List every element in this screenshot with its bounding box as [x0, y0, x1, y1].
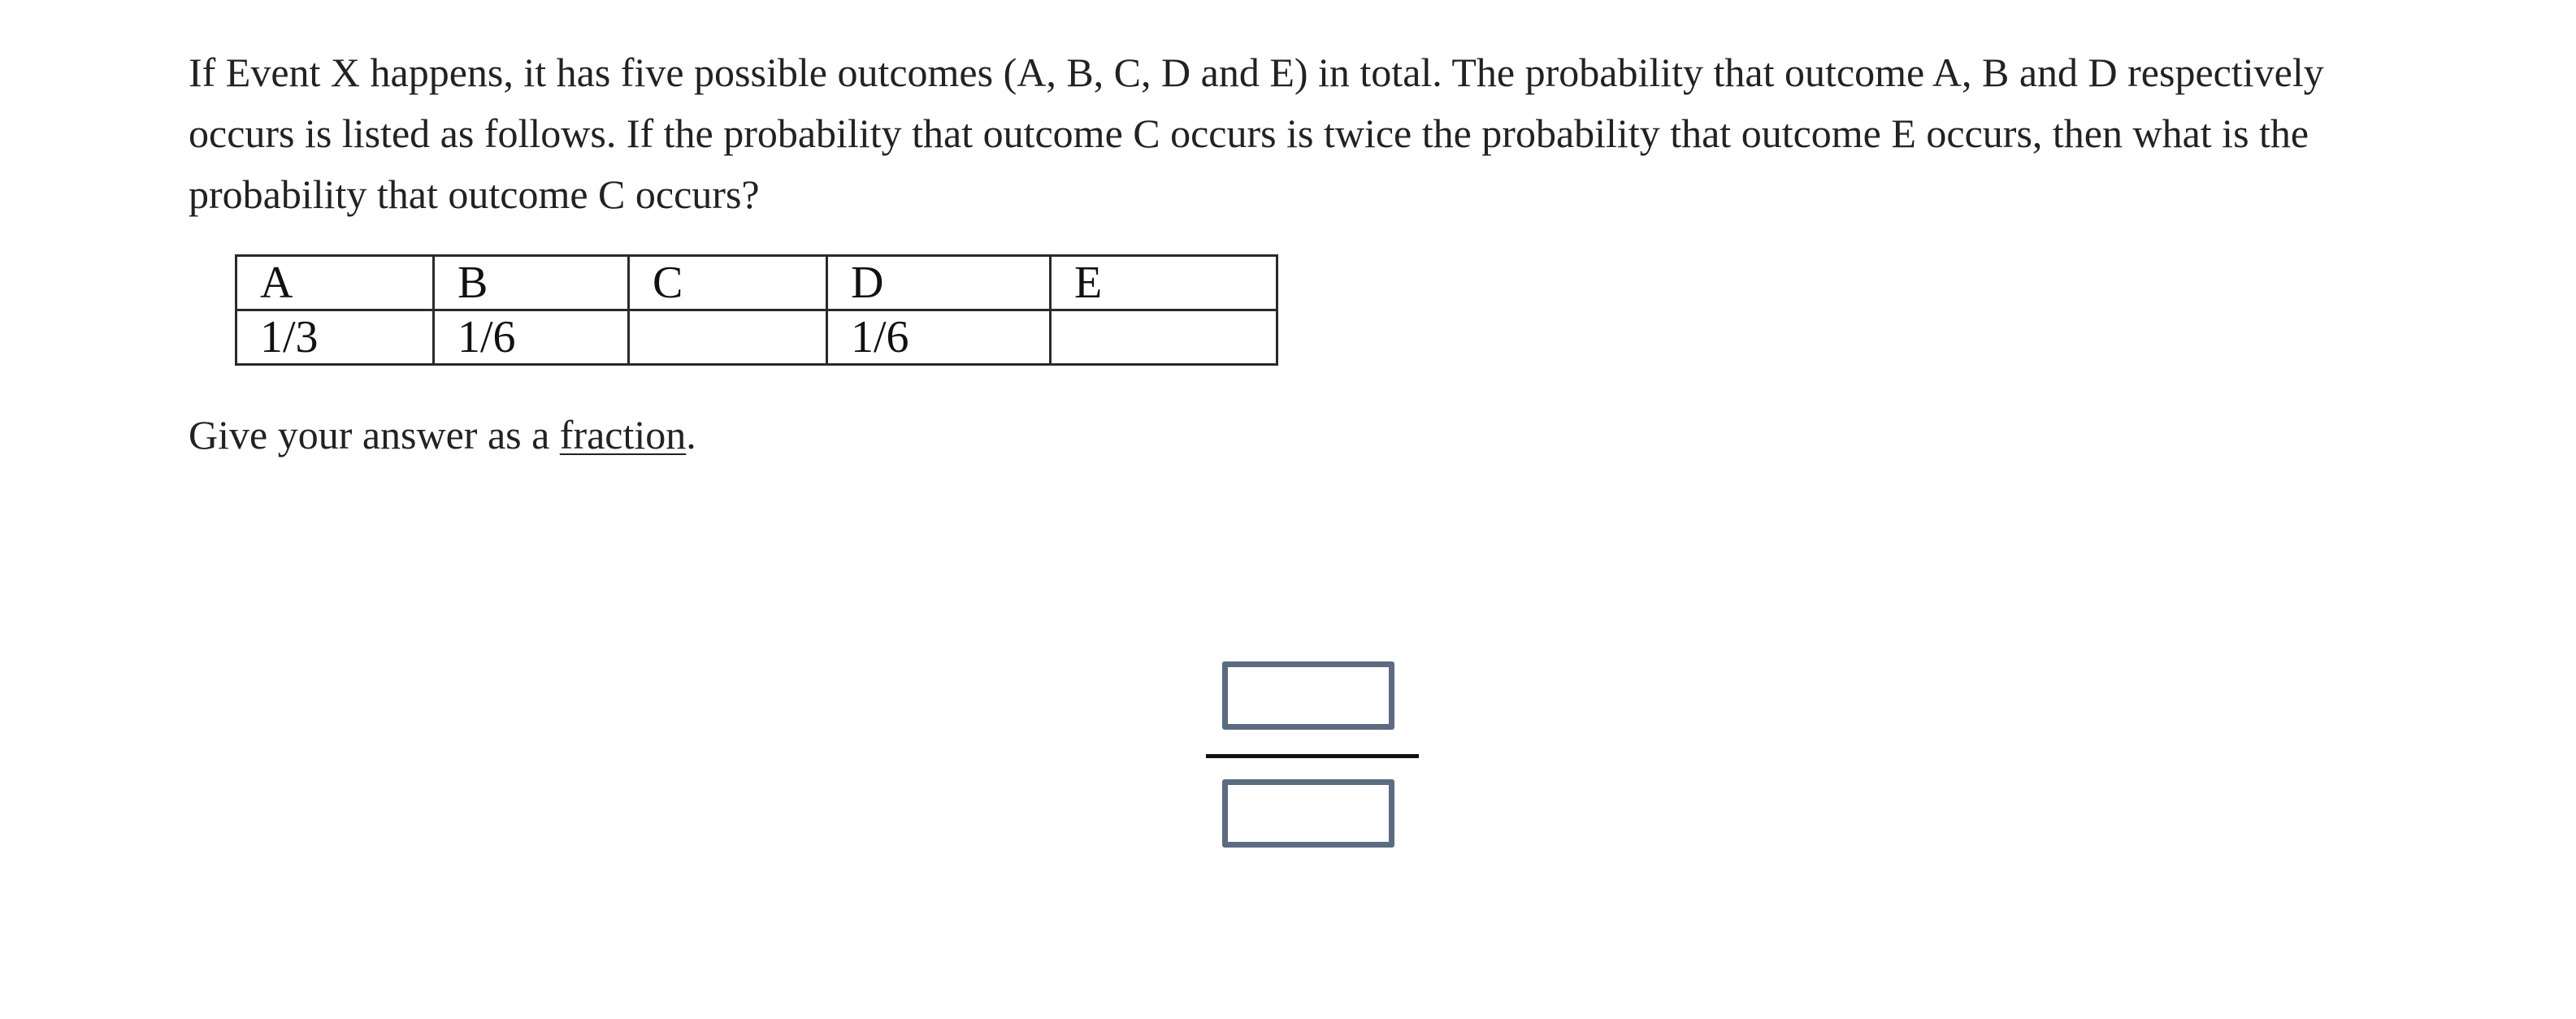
- denominator-input[interactable]: [1222, 779, 1394, 848]
- table-value-cell: [629, 310, 827, 365]
- table-value-row: [236, 310, 1277, 365]
- table-value-cell: 1/6: [434, 310, 629, 365]
- table-header-cell: D: [827, 256, 1051, 310]
- table-header-cell: C: [629, 256, 827, 310]
- table-value-cell: 1/6: [827, 310, 1051, 365]
- table-header-cell: A: [236, 256, 434, 310]
- answer-instruction: [189, 405, 696, 466]
- table-header-cell: E: [1051, 256, 1277, 310]
- fraction-link[interactable]: fraction: [559, 412, 687, 457]
- numerator-input[interactable]: [1222, 661, 1394, 730]
- fraction-bar: [1206, 754, 1419, 758]
- fraction-answer-input: [1206, 661, 1419, 856]
- table-value-cell: 1/3: [236, 310, 434, 365]
- table-header-cell: B: [434, 256, 629, 310]
- table-header-row: [236, 256, 1277, 310]
- instruction-prefix: Give your answer as a: [189, 412, 560, 457]
- instruction-suffix: .: [686, 412, 696, 457]
- probability-table: [235, 254, 1278, 366]
- question-text: If Event X happens, it has five possible outcomes (A, B, C, D and E) in total. The probability that outcome A, B and D respectively occurs is listed as follows. If the probability that outcome C occurs is twice the probability that outcome E occurs, then what is the probability that outcome C occurs?: [189, 50, 2324, 217]
- probability-table-image: [235, 254, 1278, 366]
- table-value-cell: [1051, 310, 1277, 365]
